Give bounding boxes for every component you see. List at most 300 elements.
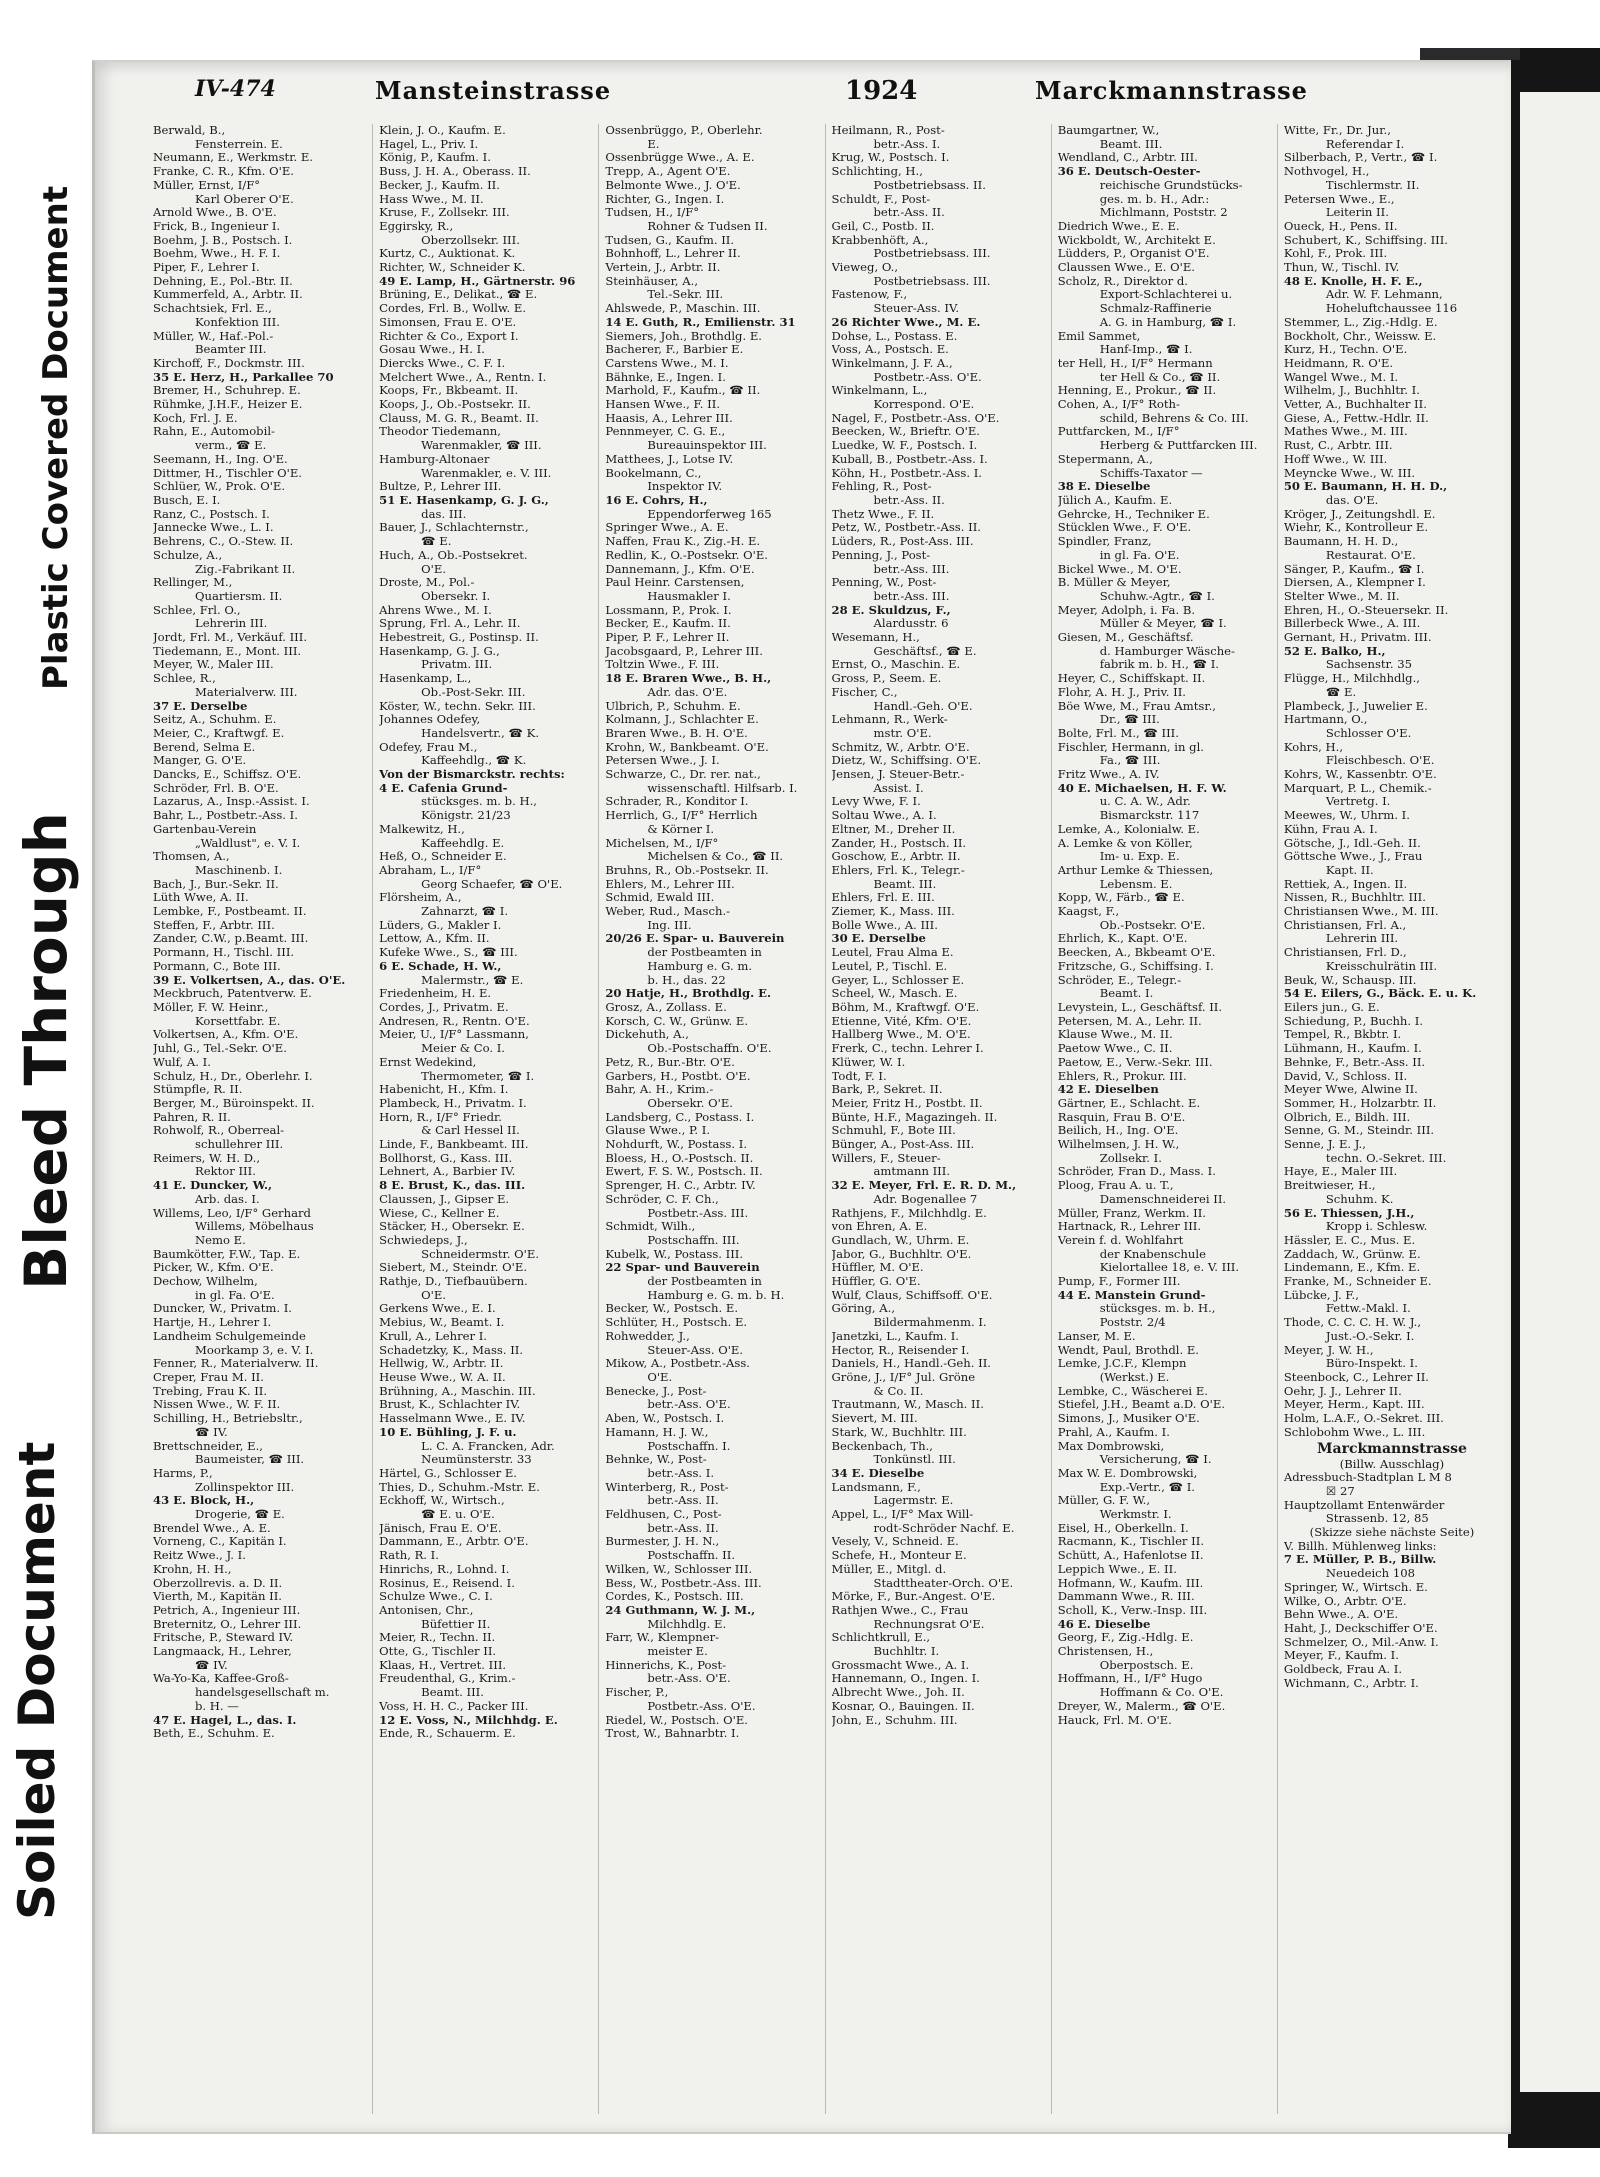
directory-entry: Kühn, Frau A. I. (1283, 822, 1378, 836)
directory-entry: Boehm, Wwe., H. F. I. (153, 247, 281, 261)
directory-entry: Pormann, C., Bote III. (153, 959, 281, 973)
directory-entry: 40 E. Michaelsen, H. F. W. (1057, 781, 1227, 795)
directory-entry: Ewert, F. S. W., Postsch. II. (605, 1165, 763, 1179)
directory-entry: Heß, O., Schneider E. (379, 850, 507, 864)
directory-entry: betr.-Ass. O'E. (647, 1398, 731, 1412)
directory-entry: Schmitz, W., Arbtr. O'E. (831, 740, 970, 754)
directory-entry: Neumann, E., Werkmstr. E. (153, 151, 313, 165)
directory-entry: 50 E. Baumann, H. H. D., (1283, 480, 1448, 494)
directory-entry: Hoff Wwe., W. III. (1283, 452, 1388, 466)
directory-entry: Hagel, L., Priv. I. (379, 137, 479, 151)
directory-entry: Petz, W., Postbetr.-Ass. II. (831, 521, 981, 535)
directory-entry: Pormann, H., Tischl. III. (153, 946, 295, 960)
directory-entry: 47 E. Hagel, L., das. I. (153, 1713, 297, 1727)
directory-entry: Lazarus, A., Insp.-Assist. I. (153, 795, 310, 809)
directory-entry: Matthees, J., Lotse IV. (605, 452, 734, 466)
directory-entry: Fischer, P., (605, 1686, 669, 1700)
directory-entry: Klaas, H., Vertret. III. (379, 1658, 507, 1672)
directory-entry: Kuball, B., Postbetr.-Ass. I. (831, 452, 988, 466)
directory-entry: Winterberg, R., Post- (605, 1480, 729, 1494)
directory-entry: Zahnarzt, ☎ I. (421, 905, 509, 919)
directory-entry: b. H. — (195, 1699, 239, 1713)
directory-entry: Fischler, Hermann, in gl. (1057, 740, 1204, 754)
directory-entry: Schrader, R., Konditor I. (605, 795, 749, 809)
directory-entry: Brust, K., Schlachter IV. (379, 1398, 521, 1412)
directory-entry: Oueck, H., Pens. II. (1283, 219, 1398, 233)
directory-entry: Scheel, W., Masch. E. (831, 987, 958, 1001)
directory-entry: Ossenbrüggo, P., Oberlehr. (605, 124, 763, 137)
directory-entry: Brendel Wwe., A. E. (153, 1521, 271, 1535)
directory-entry: B. Müller & Meyer, (1057, 576, 1171, 590)
directory-entry: Beckenbach, Th., (831, 1439, 933, 1453)
directory-entry: Gärtner, E., Schlacht. E. (1057, 1096, 1201, 1110)
directory-entry: Wilhelmsen, J. H. W., (1057, 1138, 1180, 1152)
directory-entry: Thun, W., Tischl. IV. (1283, 261, 1400, 275)
directory-entry: Etienne, Vité, Kfm. O'E. (831, 1014, 972, 1028)
directory-entry: Eilers jun., G. E. (1283, 1001, 1380, 1014)
directory-entry: Schwarze, C., Dr. rer. nat., (605, 768, 761, 782)
directory-entry: Materialverw. III. (195, 685, 298, 699)
directory-entry: Willers, F., Steuer- (831, 1151, 941, 1165)
directory-entry: Krabbenhöft, A., (831, 233, 929, 247)
directory-entry: Malermstr., ☎ E. (421, 973, 524, 987)
directory-entry: Georg, F., Zig.-Hdlg. E. (1057, 1631, 1194, 1645)
directory-entry: Lehnert, A., Barbier IV. (379, 1165, 516, 1179)
directory-entry: Christensen, H., (1057, 1645, 1154, 1659)
directory-entry: Ehren, H., O.-Steuersekr. II. (1283, 603, 1449, 617)
directory-entry: Beth, E., Schuhm. E. (153, 1727, 275, 1741)
directory-entry: Vierth, M., Kapitän II. (153, 1590, 282, 1604)
directory-entry: Böe Wwe, M., Frau Amtsr., (1057, 699, 1216, 713)
directory-entry: Dreyer, W., Malerm., ☎ O'E. (1057, 1699, 1226, 1713)
directory-entry: Haht, J., Deckschiffer O'E. (1283, 1621, 1438, 1635)
directory-entry: Vetter, A., Buchhalter II. (1283, 398, 1427, 412)
directory-entry: Pump, F., Former III. (1057, 1275, 1181, 1289)
directory-entry: Buss, J. H. A., Oberass. II. (379, 165, 531, 179)
directory-entry: 14 E. Guth, R., Emilienstr. 31 (605, 315, 796, 329)
directory-entry: Lehmann, R., Werk- (831, 713, 948, 727)
directory-entry: Penning, J., Post- (831, 548, 931, 562)
directory-entry: 48 E. Knolle, H. F. E., (1283, 274, 1423, 288)
directory-entry: Tonkünstl. III. (873, 1453, 956, 1467)
directory-entry: Flörsheim, A., (379, 891, 462, 905)
directory-entry: Kruse, F., Zollsekr. III. (379, 206, 510, 220)
directory-entry: Hasenkamp, L., (379, 672, 472, 686)
directory-entry: Meyer, W., Maler III. (153, 658, 274, 672)
directory-entry: Droste, M., Pol.- (379, 576, 475, 590)
directory-entry: Georg Schaefer, ☎ O'E. (421, 877, 563, 891)
directory-entry: Kosnar, O., Bauingen. II. (831, 1699, 975, 1713)
directory-entry: Becker, E., Kaufm. II. (605, 617, 731, 631)
directory-entry: Hector, R., Reisender I. (831, 1343, 970, 1357)
directory-entry: ☒ 27 (1325, 1484, 1355, 1498)
directory-entry: Bultze, P., Lehrer III. (379, 480, 502, 494)
directory-entry: 44 E. Manstein Grund- (1057, 1288, 1206, 1302)
directory-entry: Benecke, J., Post- (605, 1384, 707, 1398)
directory-entry: ☎ IV. (195, 1425, 228, 1439)
directory-entry: Stepermann, A., (1057, 452, 1153, 466)
directory-entry: Fritz Wwe., A. IV. (1057, 768, 1160, 782)
directory-entry: Meier, C., Kraftwgf. E. (153, 726, 285, 740)
directory-entry: Schmuhl, F., Bote III. (831, 1124, 956, 1138)
directory-entry: Zander, C.W., p.Beamt. III. (153, 932, 309, 946)
directory-entry: Klüwer, W. I. (831, 1055, 906, 1069)
directory-entry: Richter, W., Schneider K. (379, 261, 526, 275)
directory-entry: Dietz, W., Schiffsing. O'E. (831, 754, 982, 768)
directory-entry: Goschow, E., Arbtr. II. (831, 850, 961, 864)
directory-entry: Leutel, P., Tischl. E. (831, 959, 948, 973)
directory-entry: Meier, R., Techn. II. (379, 1631, 496, 1645)
directory-entry: Bess, W., Postbetr.-Ass. III. (605, 1576, 762, 1590)
directory-entry: Beamter III. (195, 343, 267, 357)
directory-entry: Berwald, B., (153, 124, 226, 137)
scan-border-top (1420, 48, 1520, 60)
directory-entry: Wulf, A. I. (153, 1055, 211, 1069)
directory-entry: Berger, M., Büroinspekt. II. (153, 1096, 315, 1110)
directory-entry: Bickel Wwe., M. O'E. (1057, 562, 1182, 576)
directory-entry: Nissen Wwe., W. F. II. (153, 1398, 281, 1412)
directory-entry: Koops, J., Ob.-Postsekr. II. (379, 398, 531, 412)
directory-entry: Jacobsgaard, P., Lehrer III. (605, 644, 763, 658)
directory-entry: Malkewitz, H., (379, 822, 465, 836)
directory-entry: Beamt. I. (1099, 987, 1154, 1001)
directory-entry: Gartenbau-Verein (153, 822, 257, 836)
directory-entry: Wendland, C., Arbtr. III. (1057, 151, 1198, 165)
directory-entry: Heidmann, R. O'E. (1283, 356, 1394, 370)
directory-entry: Stücklen Wwe., F. O'E. (1057, 521, 1192, 535)
directory-entry: Jülich A., Kaufm. E. (1057, 493, 1173, 507)
directory-entry: Friedenheim, H. E. (379, 987, 492, 1001)
directory-column (153, 124, 373, 2114)
directory-entry: Richter, G., Ingen. I. (605, 192, 725, 206)
directory-entry: Theodor Tiedemann, (379, 425, 501, 439)
directory-entry: der Knabenschule (1099, 1247, 1206, 1261)
directory-entry: Werkmstr. I. (1099, 1508, 1172, 1522)
directory-entry: Kapt. II. (1325, 863, 1374, 877)
directory-entry: Oberzollsekr. III. (421, 233, 520, 247)
directory-entry: Ernst, O., Maschin. E. (831, 658, 961, 672)
directory-entry: Oehr, J. J., Lehrer II. (1283, 1384, 1402, 1398)
directory-entry: Müller & Meyer, ☎ I. (1099, 617, 1227, 631)
directory-entry: 10 E. Bühling, J. F. u. (379, 1425, 517, 1439)
directory-entry: Fettw.-Makl. I. (1325, 1302, 1411, 1316)
directory-entry: Schubert, K., Schiffsing. III. (1283, 233, 1448, 247)
directory-entry: Creper, Frau M. II. (153, 1370, 264, 1384)
directory-entry: Hässler, E. C., Mus. E. (1283, 1233, 1416, 1247)
directory-entry: Poststr. 2/4 (1099, 1316, 1166, 1330)
directory-entry: Fritzsche, G., Schiffsing. I. (1057, 959, 1214, 973)
directory-entry: Hass Wwe., M. II. (379, 192, 484, 206)
directory-entry: Ehlers, R., Prokur. III. (1057, 1069, 1187, 1083)
directory-entry: Richter & Co., Export I. (379, 329, 519, 343)
directory-entry: Hinnerichs, K., Post- (605, 1658, 727, 1672)
directory-entry: Böhm, M., Kraftwgf. O'E. (831, 1001, 980, 1014)
directory-entry: Büfettier II. (421, 1617, 491, 1631)
directory-entry: O'E. (647, 1370, 673, 1384)
directory-entry: Siebert, M., Steindr. O'E. (379, 1261, 528, 1275)
directory-entry: Kohrs, W., Kassenbtr. O'E. (1283, 768, 1437, 782)
directory-entry: Rohner & Tudsen II. (647, 219, 768, 233)
directory-entry: Juhl, G., Tel.-Sekr. O'E. (153, 1042, 287, 1056)
directory-entry: Lüth Wwe, A. II. (153, 891, 249, 905)
directory-entry: Fa., ☎ III. (1099, 754, 1161, 768)
directory-entry: Ranz, C., Postsch. I. (153, 507, 270, 521)
directory-entry: Bach, J., Bur.-Sekr. II. (153, 877, 279, 891)
directory-entry: Meyer, Adolph, i. Fa. B. (1057, 603, 1196, 617)
directory-entry: Wilhelm, J., Buchhltr. I. (1283, 384, 1420, 398)
directory-entry: Postschaffn. I. (647, 1439, 731, 1453)
directory-page (92, 60, 1511, 2134)
directory-entry: Restaurat. O'E. (1325, 548, 1416, 562)
directory-entry: Trautmann, W., Masch. II. (831, 1398, 984, 1412)
directory-entry: Senne, J. E. J., (1283, 1138, 1366, 1152)
directory-entry: 30 E. Derselbe (831, 932, 926, 946)
directory-entry: 36 E. Deutsch-Oester- (1057, 165, 1201, 179)
directory-entry: 34 E. Dieselbe (831, 1466, 925, 1480)
directory-entry: das. III. (421, 507, 467, 521)
directory-entry: Hofmann, W., Kaufm. III. (1057, 1576, 1204, 1590)
directory-entry: Möller, F. W. Heinr., (153, 1001, 269, 1014)
directory-entry: Willems, Möbelhaus (195, 1220, 314, 1234)
directory-entry: Ahlswede, P., Maschin. III. (605, 302, 761, 316)
directory-entry: Carstens Wwe., M. I. (605, 356, 729, 370)
directory-entry: Sachsenstr. 35 (1325, 658, 1412, 672)
directory-entry: Siemers, Joh., Brothdlg. E. (605, 329, 762, 343)
directory-entry: Ploog, Frau A. u. T., (1057, 1179, 1174, 1193)
directory-entry: Garbers, H., Postbt. O'E. (605, 1069, 751, 1083)
directory-entry: Tel.-Sekr. III. (647, 288, 724, 302)
directory-entry: Freudenthal, G., Krim.- (379, 1672, 516, 1686)
directory-entry: Ahrens Wwe., M. I. (379, 603, 492, 617)
directory-entry: Handelsvertr., ☎ K. (421, 726, 540, 740)
directory-entry: & Co. II. (873, 1384, 924, 1398)
directory-entry: Schlüer, W., Prok. O'E. (153, 480, 286, 494)
directory-entry: Plambeck, H., Privatm. I. (379, 1096, 527, 1110)
directory-entry: Stümpfle, R. II. (153, 1083, 243, 1097)
directory-entry: Nissen, R., Buchhltr. III. (1283, 891, 1426, 905)
directory-entry: Bünte, H.F., Magazingeh. II. (831, 1110, 998, 1124)
directory-entry: Wickboldt, W., Architekt E. (1057, 233, 1216, 247)
directory-entry: Hauck, Frl. M. O'E. (1057, 1713, 1172, 1727)
directory-entry: Boehm, J. B., Postsch. I. (153, 233, 293, 247)
directory-entry: Lossmann, P., Prok. I. (605, 603, 732, 617)
directory-entry: Hallberg Wwe., M. O'E. (831, 1028, 971, 1042)
year-title: 1924 (845, 76, 918, 106)
adjacent-page-edge (1520, 92, 1600, 2092)
page-header (195, 70, 1485, 110)
directory-entry: Müller, Franz, Werkm. II. (1057, 1206, 1206, 1220)
directory-entry: 38 E. Dieselbe (1057, 480, 1151, 494)
directory-entry: Hüffler, G. O'E. (831, 1275, 921, 1289)
directory-entry: Rahn, E., Automobil- (153, 425, 275, 439)
directory-entry: Postschaffn. II. (647, 1549, 736, 1563)
directory-entry: Krohn, W., Bankbeamt. O'E. (605, 740, 769, 754)
directory-entry: Hellwig, W., Arbtr. II. (379, 1357, 504, 1371)
directory-entry: Warenmakler, e. V. III. (421, 466, 552, 480)
directory-entry: John, E., Schuhm. III. (831, 1713, 958, 1727)
directory-entry: Lübcke, J. F., (1283, 1288, 1359, 1302)
directory-entry: Weber, Rud., Masch.- (605, 905, 731, 919)
directory-entry: Mörke, F., Bur.-Angest. O'E. (831, 1590, 996, 1604)
directory-entry: Herberg & Puttfarcken III. (1099, 439, 1258, 453)
directory-entry: Krug, W., Postsch. I. (831, 151, 950, 165)
directory-entry: Becker, J., Kaufm. II. (379, 178, 500, 192)
directory-entry: Rath, R. I. (379, 1549, 439, 1563)
directory-entry: Jänisch, Frau E. O'E. (379, 1521, 502, 1535)
directory-entry: Baumgartner, W., (1057, 124, 1160, 137)
directory-entry: Lüders, G., Makler I. (379, 918, 502, 932)
directory-entry: Drogerie, ☎ E. (195, 1508, 285, 1522)
directory-entry: von Ehren, A. E. (831, 1220, 928, 1234)
directory-entry: Holm, L.A.F., O.-Sekret. III. (1283, 1412, 1444, 1426)
directory-entry: Levy Wwe, F. I. (831, 795, 921, 809)
directory-entry: Hansen Wwe., F. II. (605, 398, 721, 412)
directory-entry: 32 E. Meyer, Frl. E. R. D. M., (831, 1179, 1017, 1193)
directory-entry: Strassenb. 12, 85 (1325, 1512, 1429, 1526)
directory-entry: Bollhorst, G., Kass. III. (379, 1151, 513, 1165)
directory-entry: Obersekr. O'E. (647, 1096, 733, 1110)
directory-entry: Wiehr, K., Kontrolleur E. (1283, 521, 1429, 535)
directory-entry: Manger, G. O'E. (153, 754, 247, 768)
directory-entry: Beamt. III. (873, 877, 937, 891)
directory-entry: Just.-O.-Sekr. I. (1325, 1329, 1415, 1343)
directory-entry: Köster, W., techn. Sekr. III. (379, 699, 536, 713)
directory-entry: Mebius, W., Beamt. I. (379, 1316, 505, 1330)
directory-entry: Springer, W., Wirtsch. E. (1283, 1580, 1428, 1594)
directory-entry: Breitwieser, H., (1283, 1179, 1376, 1193)
directory-entry: Flohr, A. H. J., Priv. II. (1057, 685, 1186, 699)
directory-entry: Jannecke Wwe., L. I. (153, 521, 274, 535)
directory-entry: Pennmeyer, C. G. E., (605, 425, 726, 439)
directory-entry: E. (647, 137, 660, 151)
directory-entry: betr.-Ass. II. (647, 1521, 719, 1535)
directory-entry: Bark, P., Sekret. II. (831, 1083, 943, 1097)
directory-entry: betr.-Ass. III. (873, 562, 950, 576)
directory-entry: Bremer, H., Schuhrep. E. (153, 384, 301, 398)
directory-entry: Kielortallee 18, e. V. III. (1099, 1261, 1240, 1275)
directory-entry: Franke, M., Schneider E. (1283, 1275, 1432, 1289)
directory-entry: O'E. (421, 562, 447, 576)
directory-entry: stücksges. m. b. H., (1099, 1302, 1216, 1316)
directory-entry: Arthur Lemke & Thiessen, (1057, 863, 1214, 877)
directory-entry: (Billw. Ausschlag) (1339, 1457, 1445, 1471)
directory-entry: Wulf, Claus, Schiffsoff. O'E. (831, 1288, 993, 1302)
directory-entry: Leppich Wwe., E. II. (1057, 1562, 1177, 1576)
directory-entry: Otte, G., Tischler II. (379, 1645, 497, 1659)
page-number: IV-474 (195, 76, 276, 102)
directory-entry: Adressbuch-Stadtplan L M 8 (1283, 1471, 1452, 1485)
directory-entry: Hasselmann Wwe., E. IV. (379, 1412, 526, 1426)
directory-entry: betr.-Ass. II. (873, 493, 945, 507)
directory-entry: Schlee, Frl. O., (153, 603, 241, 617)
directory-entry: Michelsen, M., I/F° (605, 836, 719, 850)
directory-entry: 37 E. Derselbe (153, 699, 248, 713)
directory-entry: Buchhltr. I. (873, 1645, 940, 1659)
directory-entry: Klause Wwe., M. II. (1057, 1028, 1173, 1042)
directory-entry: Trebing, Frau K. II. (153, 1384, 268, 1398)
directory-entry: Brüning, E., Delikat., ☎ E. (379, 288, 538, 302)
directory-entry: Schröder, Frl. B. O'E. (153, 781, 279, 795)
directory-entry: Petz, R., Bur.-Btr. O'E. (605, 1055, 735, 1069)
directory-entry: Wichmann, C., Arbtr. I. (1283, 1676, 1419, 1690)
directory-entry: Eltner, M., Dreher II. (831, 822, 956, 836)
directory-entry: Feldhusen, C., Post- (605, 1508, 722, 1522)
directory-entry: Rohwedder, J., (605, 1329, 690, 1343)
directory-entry: Paetow, E., Verw.-Sekr. III. (1057, 1055, 1213, 1069)
directory-entry: Dehning, E., Pol.-Btr. II. (153, 274, 293, 288)
directory-entry: Silberbach, P., Vertr., ☎ I. (1283, 151, 1438, 165)
directory-entry: Kufeke Wwe., S., ☎ III. (379, 946, 518, 960)
directory-entry: Hannemann, O., Ingen. I. (831, 1672, 980, 1686)
directory-entry: Hamburg e. G. m. (647, 959, 753, 973)
directory-entry: Soltau Wwe., A. I. (831, 809, 937, 823)
directory-entry: Schiedung, P., Buchh. I. (1283, 1014, 1424, 1028)
directory-entry: Fleischbesch. O'E. (1325, 754, 1435, 768)
directory-entry: mstr. O'E. (873, 726, 932, 740)
directory-entry: Fehling, R., Post- (831, 480, 932, 494)
directory-entry: Schröder, Fran D., Mass. I. (1057, 1165, 1216, 1179)
directory-entry: Nothvogel, H., (1283, 165, 1370, 179)
directory-entry: „Waldlust", e. V. I. (195, 836, 301, 850)
directory-entry: Huch, A., Ob.-Postsekret. (379, 548, 528, 562)
directory-entry: Behn Wwe., A. O'E. (1283, 1608, 1399, 1622)
directory-entry: Versicherung, ☎ I. (1099, 1453, 1212, 1467)
directory-entry: Odefey, Frau M., (379, 740, 478, 754)
directory-entry: Melchert Wwe., A., Rentn. I. (379, 370, 547, 384)
directory-entry: Lehrerin III. (1325, 932, 1399, 946)
directory-entry: Wilken, W., Schlosser III. (605, 1562, 753, 1576)
directory-entry: Marquart, P. L., Chemik.- (1283, 781, 1432, 795)
directory-entry: Schiffs-Taxator — (1099, 466, 1203, 480)
directory-entry: Meyer, J. W. H., (1283, 1343, 1374, 1357)
directory-entry: Baumeister, ☎ III. (195, 1453, 305, 1467)
directory-entry: Dechow, Wilhelm, (153, 1275, 258, 1289)
directory-entry: Müller, W., Haf.-Pol.- (153, 329, 274, 343)
directory-entry: O'E. (421, 1288, 447, 1302)
directory-entry: Beecken, A., Bkbeamt O'E. (1057, 946, 1216, 960)
directory-entry: Andresen, R., Rentn. O'E. (379, 1014, 530, 1028)
directory-column (605, 124, 825, 2114)
directory-entry: 28 E. Skuldzus, F., (831, 603, 951, 617)
directory-entry: Reitz Wwe., J. I. (153, 1549, 246, 1563)
directory-entry: Hinrichs, R., Lohnd. I. (379, 1562, 510, 1576)
directory-entry: Schlosser O'E. (1325, 726, 1412, 740)
directory-entry: Petersen, M. A., Lehr. II. (1057, 1014, 1202, 1028)
directory-entry: Glause Wwe., P. I. (605, 1124, 711, 1138)
directory-entry: Sommer, H., Holzarbtr. II. (1283, 1096, 1437, 1110)
directory-entry: wissenschaftl. Hilfsarb. I. (647, 781, 798, 795)
directory-entry: Scholl, K., Verw.-Insp. III. (1057, 1603, 1208, 1617)
directory-entry: Korrespond. O'E. (873, 398, 975, 412)
directory-entry: Ehlers, M., Lehrer III. (605, 877, 735, 891)
directory-entry: Kolmann, J., Schlachter E. (605, 713, 759, 727)
directory-entry: Clauss, M. G. R., Beamt. II. (379, 411, 539, 425)
directory-entry: Koops, Fr., Bkbeamt. II. (379, 384, 519, 398)
directory-entry: d. Hamburger Wäsche- (1099, 644, 1235, 658)
directory-entry: Leutel, Frau Alma E. (831, 946, 954, 960)
directory-entry: Stark, W., Buchhltr. III. (831, 1425, 967, 1439)
directory-entry: Meyer, Herm., Kapt. III. (1283, 1398, 1425, 1412)
directory-entry: 16 E. Cohrs, H., (605, 493, 708, 507)
directory-entry: Schefe, H., Monteur E. (831, 1549, 967, 1563)
directory-entry: Trost, W., Bahnarbtr. I. (605, 1727, 740, 1741)
directory-entry: Zaddach, W., Grünw. E. (1283, 1247, 1421, 1261)
directory-entry: Rechnungsrat O'E. (873, 1617, 985, 1631)
directory-entry: Arnold Wwe., B. O'E. (153, 206, 277, 220)
directory-entry: Daniels, H., Handl.-Geh. II. (831, 1357, 991, 1371)
directory-entry: fabrik m. b. H., ☎ I. (1099, 658, 1219, 672)
directory-entry: techn. O.-Sekret. III. (1325, 1151, 1447, 1165)
